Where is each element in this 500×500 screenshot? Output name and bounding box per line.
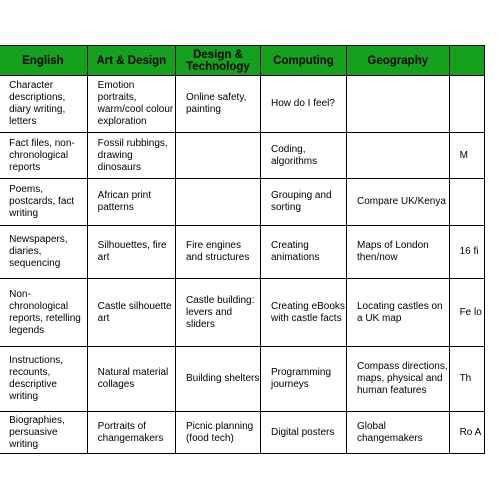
curriculum-table <box>0 45 485 454</box>
table-row <box>0 76 485 133</box>
table-cell: African print patterns <box>87 179 175 226</box>
table-cell: Programming journeys <box>261 347 347 412</box>
table-cell: Digital posters <box>261 412 347 454</box>
header-computing: Computing <box>261 46 347 76</box>
table-cell: Global changemakers <box>347 412 450 454</box>
table-row <box>0 279 485 347</box>
table-cell: Creating eBooks with castle facts <box>261 279 347 347</box>
table-cell: Picnic planning (food tech) <box>175 412 260 454</box>
table-cell: Non-chronological reports, retelling legends <box>0 279 87 347</box>
table-cell: Online safety, painting <box>175 76 260 133</box>
table-cell: Th <box>449 347 484 412</box>
table-cell <box>175 179 260 226</box>
table-cell: Grouping and sorting <box>261 179 347 226</box>
table-row <box>0 412 485 454</box>
table-cell: Maps of London then/now <box>347 226 450 279</box>
table-cell: Compass directions, maps, physical and human features <box>347 347 450 412</box>
table-row <box>0 347 485 412</box>
table-cell <box>449 179 484 226</box>
table-cell: Coding, algorithms <box>261 133 347 179</box>
table-row <box>0 133 485 179</box>
table-cell: Castle silhouette art <box>87 279 175 347</box>
table-cell: Natural material collages <box>87 347 175 412</box>
table-cell: Ro A <box>449 412 484 454</box>
table-cell: How do I feel? <box>261 76 347 133</box>
table-cell: Building shelters <box>175 347 260 412</box>
table-cell: Biographies, persuasive writing <box>0 412 87 454</box>
table-row <box>0 179 485 226</box>
table-cell: Emotion portraits, warm/cool colour exploration <box>87 76 175 133</box>
table-cell: Silhouettes, fire art <box>87 226 175 279</box>
table-cell: Compare UK/Kenya <box>347 179 450 226</box>
table-cell <box>347 133 450 179</box>
header-cell-cutoff-right <box>449 46 484 76</box>
header-geography: Geography <box>347 46 450 76</box>
table-cell: Locating castles on a UK map <box>347 279 450 347</box>
header-row <box>0 46 485 76</box>
table-cell <box>347 76 450 133</box>
table-cell: M <box>449 133 484 179</box>
table-row <box>0 226 485 279</box>
table-cell: Fire engines and structures <box>175 226 260 279</box>
table-cell <box>449 76 484 133</box>
table-cell: Instructions, recounts, descriptive writing <box>0 347 87 412</box>
header-design-technology: Design & Technology <box>175 46 260 76</box>
table-cell: Newspapers, diaries, sequencing <box>0 226 87 279</box>
header-english: English <box>0 46 87 76</box>
table-cell: Poems, postcards, fact writing <box>0 179 87 226</box>
header-art-design: Art & Design <box>87 46 175 76</box>
table-cell: Character descriptions, diary writing, letters <box>0 76 87 133</box>
table-cell: Fossil rubbings, drawing dinosaurs <box>87 133 175 179</box>
table-cell: Portraits of changemakers <box>87 412 175 454</box>
table-cell <box>175 133 260 179</box>
table-cell: Castle building: levers and sliders <box>175 279 260 347</box>
table-cell: 16 fi <box>449 226 484 279</box>
table-cell: Fact files, non-chronological reports <box>0 133 87 179</box>
table-cell: Fe lo <box>449 279 484 347</box>
table-cell: Creating animations <box>261 226 347 279</box>
